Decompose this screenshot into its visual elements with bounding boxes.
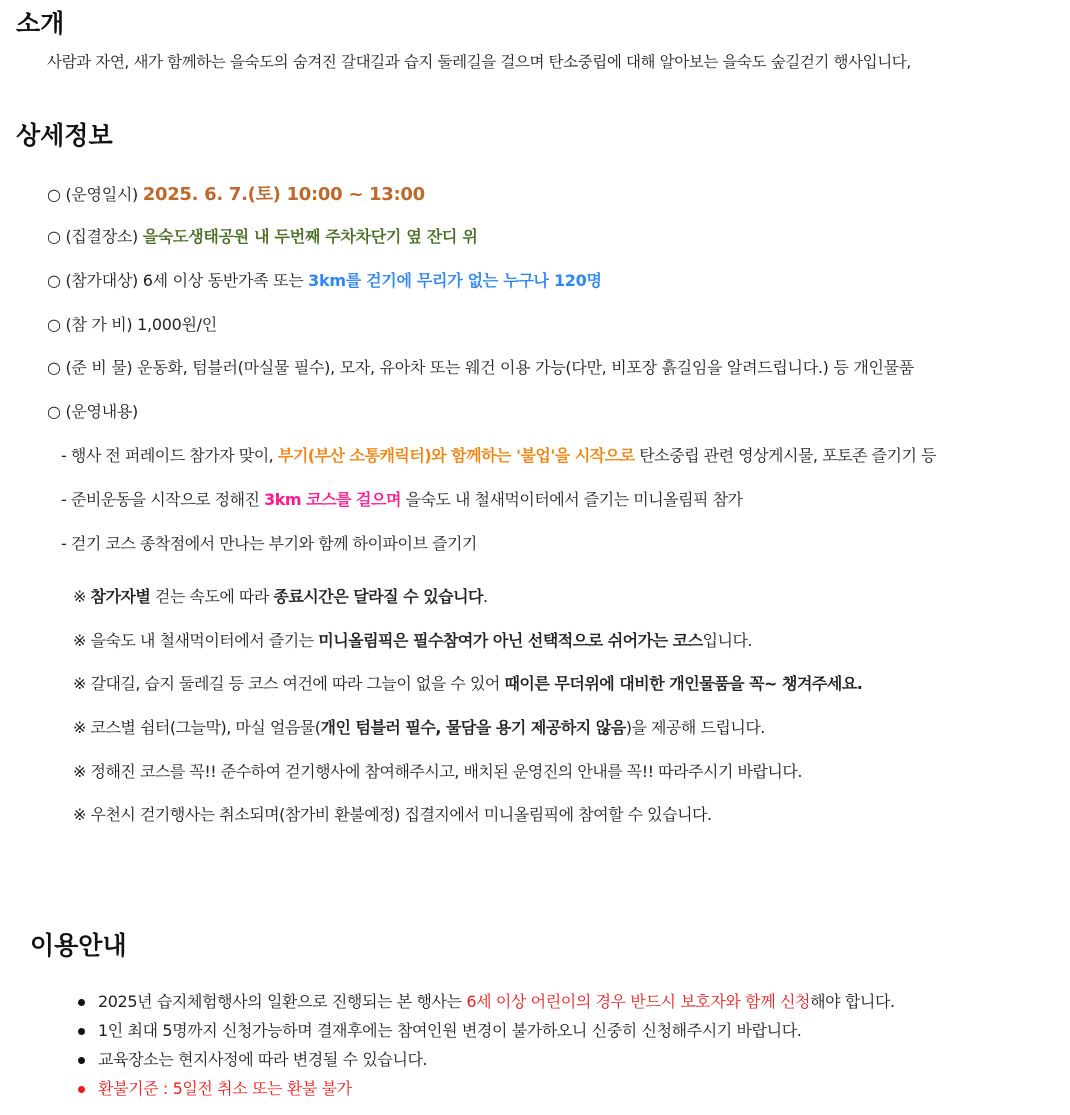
note1-p2: 걷는 속도에 따라 [150, 587, 274, 606]
guide-item2-text: 1인 최대 5명까지 신청가능하며 결재후에는 참여인원 변경이 불가하오니 신중히 신청해주시기 바랍니다. [98, 1021, 802, 1040]
detail-date-label: ○ (운영일시) [47, 185, 143, 204]
sub1-pre: - 행사 전 퍼레이드 참가자 맞이, [61, 446, 278, 465]
note-3 [73, 671, 862, 694]
detail-date-value: 2025. 6. 7.(토) 10:00 ~ 13:00 [142, 184, 425, 205]
note1-b2: 종료시간은 달라질 수 있습니다 [273, 587, 484, 606]
note1-p3: . [483, 587, 488, 606]
guide-item-1 [78, 990, 895, 1019]
detail-target-value: 3km를 걷기에 무리가 없는 누구나 120명 [308, 271, 602, 290]
guide-item-4 [78, 1077, 895, 1106]
detail-target-line [47, 268, 602, 291]
guide-item1-highlight: 6세 이상 어린이의 경우 반드시 보호자와 함께 신청 [466, 992, 811, 1011]
note2-p2: 입니다. [702, 631, 752, 650]
note4-b1: 개인 텀블러 필수, 물담을 용기 제공하지 않음 [320, 718, 626, 737]
sub2-post: 을숙도 내 철새먹이터에서 즐기는 미니올림픽 참가 [400, 490, 743, 509]
guide-item-2 [78, 1019, 895, 1048]
note2-b1: 미니올림픽은 필수참여가 아닌 선택적으로 쉬어가는 코스 [318, 631, 703, 650]
guide-item1-pre: 2025년 습지체험행사의 일환으로 진행되는 본 행사는 [98, 992, 467, 1011]
note1-p1: ※ [73, 587, 91, 606]
intro-heading: 소개 [16, 9, 65, 38]
guide-item3-text: 교육장소는 현지사정에 따라 변경될 수 있습니다. [98, 1050, 428, 1069]
bullet-icon [78, 999, 85, 1006]
guide-item-3 [78, 1048, 895, 1077]
sub2-pre: - 준비운동을 시작으로 정해진 [61, 490, 265, 509]
guide-list [78, 990, 895, 1106]
note4-p1: ※ 코스별 쉼터(그늘막), 마실 얼음물( [73, 718, 321, 737]
note3-p1: ※ 갈대길, 습지 둘레길 등 코스 여건에 따라 그늘이 없을 수 있어 [73, 674, 505, 693]
content-sub-item-1 [61, 443, 936, 466]
bullet-icon [78, 1057, 85, 1064]
content-sub-item-2 [61, 487, 743, 510]
guide-heading: 이용안내 [30, 931, 127, 960]
detail-date-line [47, 180, 425, 206]
sub2-highlight: 3km 코스를 걸으며 [264, 490, 401, 509]
guide-item1-post: 해야 합니다. [810, 992, 895, 1011]
detail-target-label: ○ (참가대상) 6세 이상 동반가족 또는 [47, 271, 309, 290]
note3-b1: 때이른 무더위에 대비한 개인물품을 꼭~ 챙겨주세요. [504, 674, 863, 693]
note-1 [73, 584, 488, 607]
detail-heading: 상세정보 [16, 121, 113, 150]
note2-p1: ※ 을숙도 내 철새먹이터에서 즐기는 [73, 631, 319, 650]
content-sub-item-3: - 걷기 코스 종착점에서 만나는 부기와 함께 하이파이브 즐기기 [61, 534, 477, 553]
guide-item4-text: 환불기준 : 5일전 취소 또는 환불 불가 [98, 1079, 352, 1098]
note4-p2: )을 제공해 드립니다. [625, 718, 765, 737]
note-6: ※ 우천시 걷기행사는 취소되며(참가비 환불예정) 집결지에서 미니올림픽에 참여할 수 있습니다. [73, 805, 712, 824]
detail-content-line: ○ (운영내용) [47, 402, 138, 421]
detail-fee-line: ○ (참 가 비) 1,000원/인 [47, 315, 217, 334]
note-5: ※ 정해진 코스를 꼭!! 준수하여 걷기행사에 참여해주시고, 배치된 운영진의 안내를 꼭!! 따라주시기 바랍니다. [73, 762, 802, 781]
detail-prep-line: ○ (준 비 물) 운동화, 텀블러(마실물 필수), 모자, 유아차 또는 웨건 이용 가능(다만, 비포장 흙길임을 알려드립니다.) 등 개인물품 [47, 358, 914, 377]
bullet-icon [78, 1086, 85, 1093]
note1-b1: 참가자별 [90, 587, 151, 606]
detail-place-label: ○ (집결장소) [47, 227, 143, 246]
sub1-post: 탄소중립 관련 영상게시물, 포토존 즐기기 등 [634, 446, 936, 465]
intro-text: 사람과 자연, 새가 함께하는 을숙도의 숨겨진 갈대길과 습지 둘레길을 걸으며 탄소중립에 대해 알아보는 을숙도 숲길걷기 행사입니다, [47, 53, 911, 71]
note-4 [73, 715, 765, 738]
bullet-icon [78, 1028, 85, 1035]
sub1-highlight: 부기(부산 소통캐릭터)와 함께하는 '불업'을 시작으로 [277, 446, 635, 465]
detail-place-value: 을숙도생태공원 내 두번째 주차차단기 옆 잔디 위 [142, 227, 478, 246]
detail-place-line [47, 224, 478, 247]
note-2 [73, 628, 752, 651]
